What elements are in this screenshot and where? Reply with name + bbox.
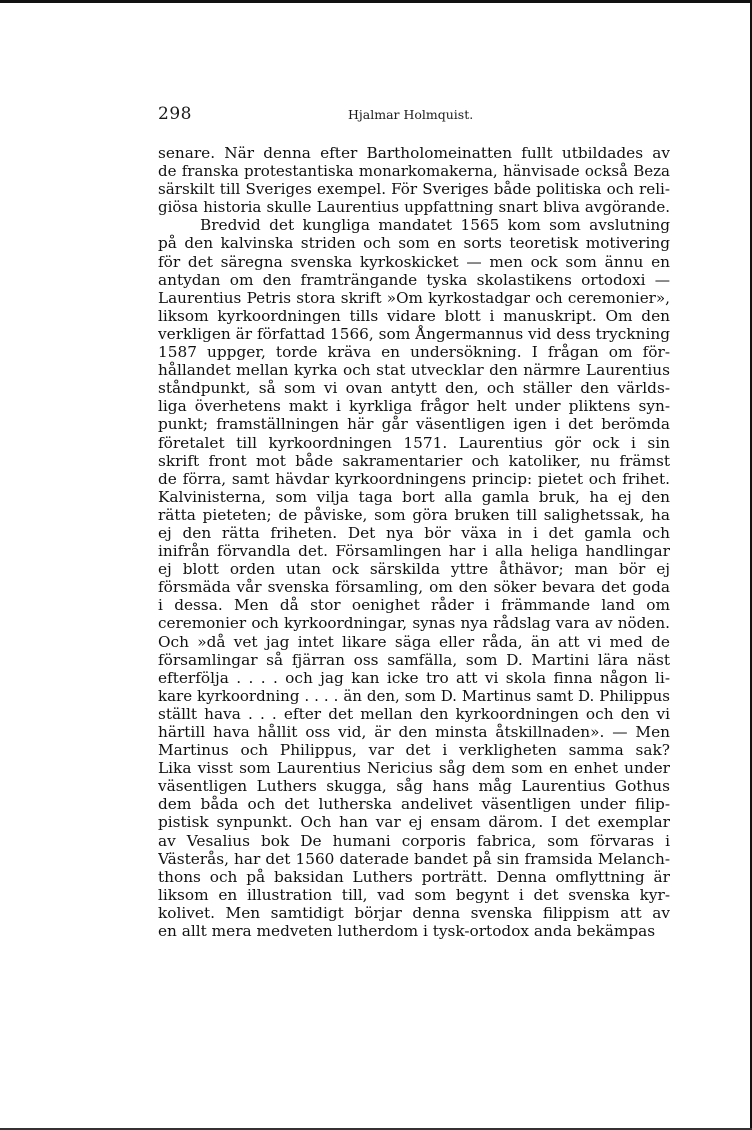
text-line: på den kalvinska striden och som en sorts teoretisk motivering — [158, 234, 670, 253]
text-line: ej den rätta friheten. Det nya bör växa in i det gamla och — [158, 523, 670, 542]
text-line: Bredvid det kungliga mandatet 1565 kom som avslutning — [200, 216, 670, 235]
text-line: inifrån förvandla det. Församlingen har i alla heliga handlingar — [158, 542, 670, 561]
text-line: liksom kyrkoordningen tills vidare blott i manuskript. Om den — [158, 306, 670, 325]
text-line: en allt mera medveten lutherdom i tysk-ortodox anda bekämpas — [158, 922, 656, 941]
text-line: verkligen är författad 1566, som Ångermannus vid dess tryckning — [158, 324, 670, 343]
text-line: härtill hava hållit oss vid, är den minsta åtskillnaden». — Men — [158, 723, 670, 741]
text-line: hållandet mellan kyrka och stat utvecklar den närmre Laurentius — [158, 361, 670, 380]
text-line: Och »då vet jag intet likare säga eller råda, än att vi med de — [158, 632, 670, 651]
text-line: företalet till kyrkoordningen 1571. Laurentius gör ock i sin — [158, 433, 670, 452]
text-line: de franska protestantiska monarkomakerna, hänvisade också Beza — [158, 162, 670, 181]
text-line: giösa historia skulle Laurentius uppfattning snart bliva avgörande. — [158, 198, 670, 217]
text-line: Lika visst som Laurentius Nericius såg dem som en enhet under — [158, 759, 670, 778]
text-line: kolivet. Men samtidigt börjar denna svenska filippism att av — [158, 903, 670, 922]
text-line: liksom en illustration till, vad som begynt i det svenska kyr- — [158, 885, 670, 904]
text-line: efterfölja . . . . och jag kan icke tro att vi skola finna någon li- — [158, 668, 670, 687]
text-line: av Vesalius bok De humani corporis fabrica, som förvaras i — [158, 831, 670, 850]
page-top-edge — [0, 0, 752, 3]
text-line: thons och på baksidan Luthers porträtt. Denna omflyttning är — [158, 867, 670, 886]
text-line: församlingar så fjärran oss samfälla, som D. Martini lära näst — [158, 650, 670, 669]
text-line: i dessa. Men då stor oenighet råder i främmande land om — [158, 596, 670, 615]
text-line: försmäda vår svenska församling, om den söker bevara det goda — [158, 578, 670, 597]
text-line: punkt; framställningen här går väsentligen igen i det berömda — [158, 415, 670, 434]
text-line: antydan om den framträngande tyska skolastikens ortodoxi — — [158, 270, 670, 289]
text-line: Martinus och Philippus, var det i verkligheten samma sak? — [158, 741, 670, 760]
text-line: ceremonier och kyrkoordningar, synas nya rådslag vara av nöden. — [158, 614, 670, 633]
text-line: ställt hava . . . efter det mellan den kyrkoordningen och den vi — [158, 704, 670, 723]
text-line: ej blott orden utan ock särskilda yttre åthävor; man bör ej — [158, 560, 670, 579]
text-line: väsentligen Luthers skugga, såg hans måg Laurentius Gothus — [158, 777, 670, 796]
text-line: ståndpunkt, så som vi ovan antytt den, och ställer den världs- — [158, 379, 670, 398]
text-line: rätta pieteten; de påviske, som göra bruken till salighetssak, ha — [158, 505, 670, 524]
text-line: för det säregna svenska kyrkoskicket — men ock som ännu en — [158, 252, 670, 271]
text-line: Kalvinisterna, som vilja taga bort alla gamla bruk, ha ej den — [158, 487, 670, 506]
text-line: 1587 uppger, torde kräva en undersökning. I frågan om för- — [158, 343, 670, 362]
running-head: Hjalmar Holmquist. — [348, 107, 474, 122]
text-line: dem båda och det lutherska andelivet väsentligen under filip- — [158, 795, 670, 814]
text-line: Västerås, har det 1560 daterade bandet på sin framsida Melanch- — [158, 849, 670, 868]
body-text — [158, 144, 670, 940]
page-number: 298 — [158, 104, 192, 124]
text-line: Laurentius Petris stora skrift »Om kyrkostadgar och ceremonier», — [158, 288, 670, 307]
text-line: skrift front mot både sakramentarier och katoliker, nu främst — [158, 451, 670, 470]
page-header — [158, 104, 670, 126]
text-line: pistisk synpunkt. Och han var ej ensam därom. I det exemplar — [158, 813, 670, 832]
text-line: kare kyrkoordning . . . . än den, som D. Martinus samt D. Philippus — [158, 686, 670, 705]
text-line: senare. När denna efter Bartholomeinatten fullt utbildades av — [158, 144, 670, 162]
text-line: de förra, samt hävdar kyrkoordningens princip: pietet och frihet. — [158, 469, 670, 488]
text-line: liga överhetens makt i kyrkliga frågor helt under pliktens syn- — [158, 397, 670, 416]
text-line: särskilt till Sveriges exempel. För Sveriges både politiska och reli- — [158, 180, 670, 199]
